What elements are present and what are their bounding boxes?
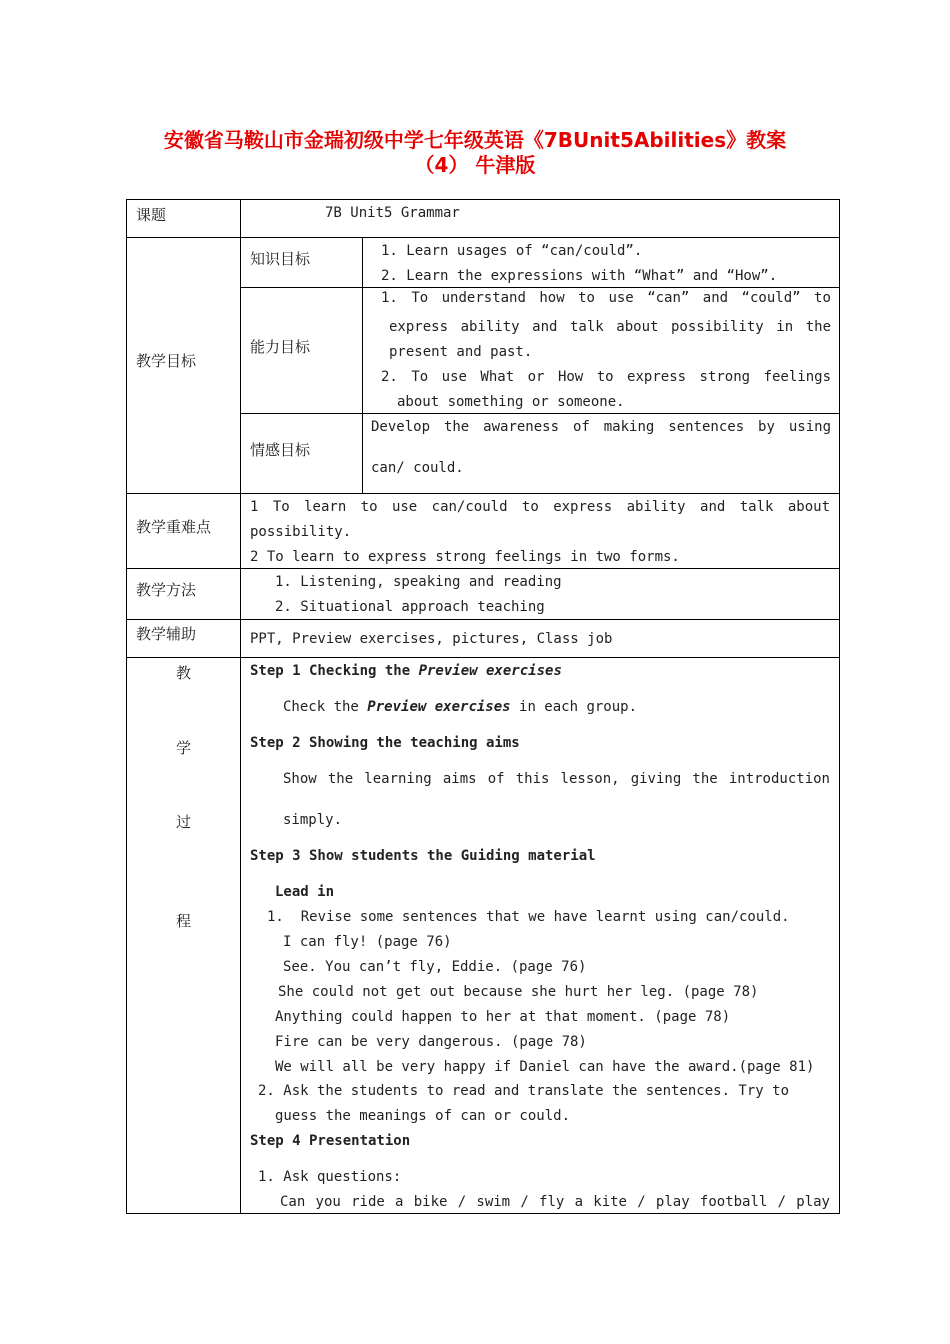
step2-body: Show the learning aims of this lesson, giving the introduction <box>283 771 830 787</box>
example-sentence: Anything could happen to her at that moment. (page 78) <box>275 1009 731 1025</box>
ability-item: present and past. <box>389 344 533 360</box>
row-divider <box>126 619 840 620</box>
word: to <box>814 290 831 306</box>
word: 1. <box>381 290 398 306</box>
method-item: 2. Situational approach teaching <box>275 599 545 615</box>
row-divider <box>126 657 840 658</box>
emotion-label: 情感目标 <box>250 441 311 459</box>
emotion-item: Develop the awareness of making sentences by using <box>371 419 831 435</box>
knowledge-item: 1. Learn usages of “can/could”. <box>381 243 643 259</box>
goals-label: 教学目标 <box>136 352 197 370</box>
word: use <box>608 290 634 306</box>
step1-body-emphasis: Preview exercises <box>367 699 511 715</box>
step1-prefix: Step 1 Checking the <box>250 663 419 679</box>
word: To <box>411 290 429 306</box>
revise-item: 1. Revise some sentences that we have learnt using can/could. <box>267 909 790 925</box>
document-subtitle: （4） 牛津版 <box>414 153 536 177</box>
key-item: possibility. <box>250 524 352 540</box>
word: understand <box>441 290 526 306</box>
step2-heading: Step 2 Showing the teaching aims <box>250 735 520 751</box>
step1-emphasis: Preview exercises <box>418 663 562 679</box>
knowledge-item: 2. Learn the expressions with “What” and “How”. <box>381 268 778 284</box>
ability-item: 2. To use What or How to express strong feelings <box>381 369 831 385</box>
process-char: 教 <box>176 664 192 682</box>
row-divider <box>126 568 840 569</box>
example-sentence: Fire can be very dangerous. (page 78) <box>275 1034 587 1050</box>
ability-item <box>381 290 831 306</box>
knowledge-label: 知识目标 <box>250 250 311 268</box>
row-divider <box>240 413 840 414</box>
example-sentence: I can fly! (page 76) <box>283 934 452 950</box>
process-char: 程 <box>176 912 192 930</box>
ability-item: express ability and talk about possibility in the <box>389 319 831 335</box>
word: “can” <box>647 290 690 306</box>
document-title: 安徽省马鞍山市金瑞初级中学七年级英语《7BUnit5Abilities》教案 <box>163 128 787 152</box>
example-sentence: She could not get out because she hurt her leg. (page 78) <box>278 984 759 1000</box>
example-sentence: See. You can’t fly, Eddie. (page 76) <box>283 959 587 975</box>
key-item: 1 To learn to use can/could to express ability and talk about <box>250 499 830 515</box>
step1-body-pre: Check the <box>283 699 368 715</box>
key-label: 教学重难点 <box>136 518 212 536</box>
method-item: 1. Listening, speaking and reading <box>275 574 562 590</box>
aids-label: 教学辅助 <box>136 625 197 643</box>
step1-heading <box>250 663 562 679</box>
step1-body <box>283 699 637 715</box>
col-divider-1 <box>240 199 241 1214</box>
row-divider <box>126 237 840 238</box>
word: and <box>702 290 729 306</box>
word: how <box>539 290 565 306</box>
row-divider <box>126 493 840 494</box>
lead-in-heading: Lead in <box>275 884 335 900</box>
aids-value: PPT, Preview exercises, pictures, Class job <box>250 631 613 647</box>
step4-item: 1. Ask questions: <box>258 1169 402 1185</box>
process-char: 过 <box>176 813 192 831</box>
col-divider-2 <box>362 237 363 493</box>
topic-label: 课题 <box>136 206 167 224</box>
word: “could” <box>741 290 801 306</box>
process-char: 学 <box>176 739 192 757</box>
key-item: 2 To learn to express strong feelings in two forms. <box>250 549 680 565</box>
row-divider <box>240 287 840 288</box>
step3-heading: Step 3 Show students the Guiding material <box>250 848 596 864</box>
step4-heading: Step 4 Presentation <box>250 1133 411 1149</box>
step1-body-post: in each group. <box>510 699 638 715</box>
ask-item: 2. Ask the students to read and translate the sentences. Try to <box>258 1083 790 1099</box>
emotion-item: can/ could. <box>371 460 464 476</box>
ability-label: 能力目标 <box>250 338 311 356</box>
step4-item: Can you ride a bike / swim / fly a kite / play football / play <box>280 1194 830 1210</box>
word: to <box>578 290 595 306</box>
ability-item: about something or someone. <box>397 394 625 410</box>
method-label: 教学方法 <box>136 581 197 599</box>
ask-item: guess the meanings of can or could. <box>275 1108 571 1124</box>
example-sentence: We will all be very happy if Daniel can have the award.(page 81) <box>275 1059 815 1075</box>
step2-body: simply. <box>283 812 343 828</box>
topic-value: 7B Unit5 Grammar <box>325 205 460 221</box>
